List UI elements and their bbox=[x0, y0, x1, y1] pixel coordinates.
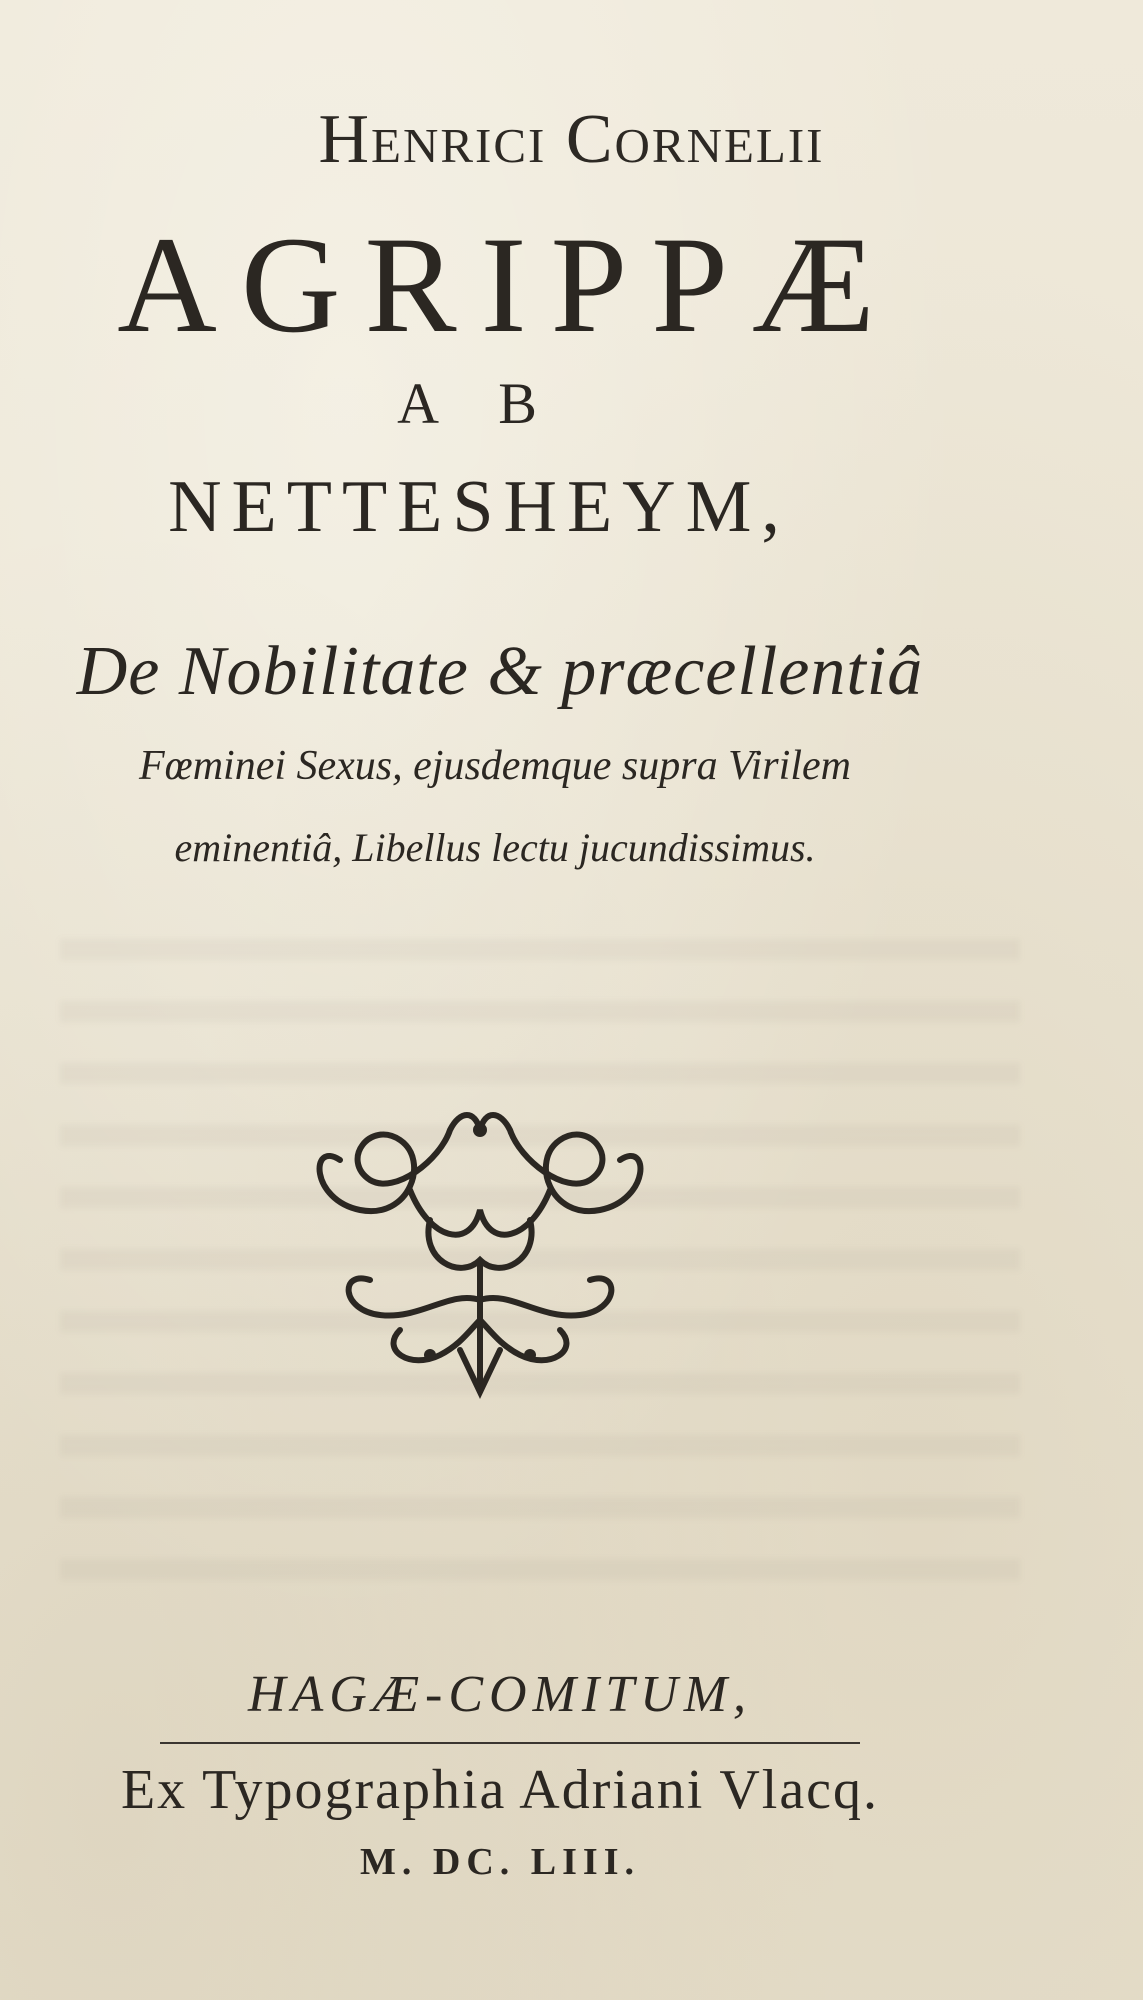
imprint-rule bbox=[160, 1742, 860, 1744]
title-line-3: eminentiâ, Libellus lectu jucundissimus. bbox=[174, 825, 816, 870]
title-line-2: Fœminei Sexus, ejusdemque supra Virilem bbox=[139, 743, 851, 789]
preposition: A B bbox=[397, 371, 561, 436]
imprint-city: HAGÆ-COMITUM, bbox=[247, 1666, 753, 1723]
imprint-year: M. DC. LIII. bbox=[360, 1841, 640, 1883]
imprint-printer: Ex Typographia Adriani Vlacq. bbox=[120, 1759, 880, 1821]
author-first-names: Henrici Cornelii bbox=[318, 101, 825, 178]
fleuron-ornament-icon bbox=[300, 1100, 660, 1400]
author-surname: AGRIPPÆ bbox=[117, 208, 899, 361]
title-line-1: De Nobilitate & præcellentiâ bbox=[76, 633, 924, 710]
author-place: NETTESHEYM, bbox=[168, 466, 790, 548]
